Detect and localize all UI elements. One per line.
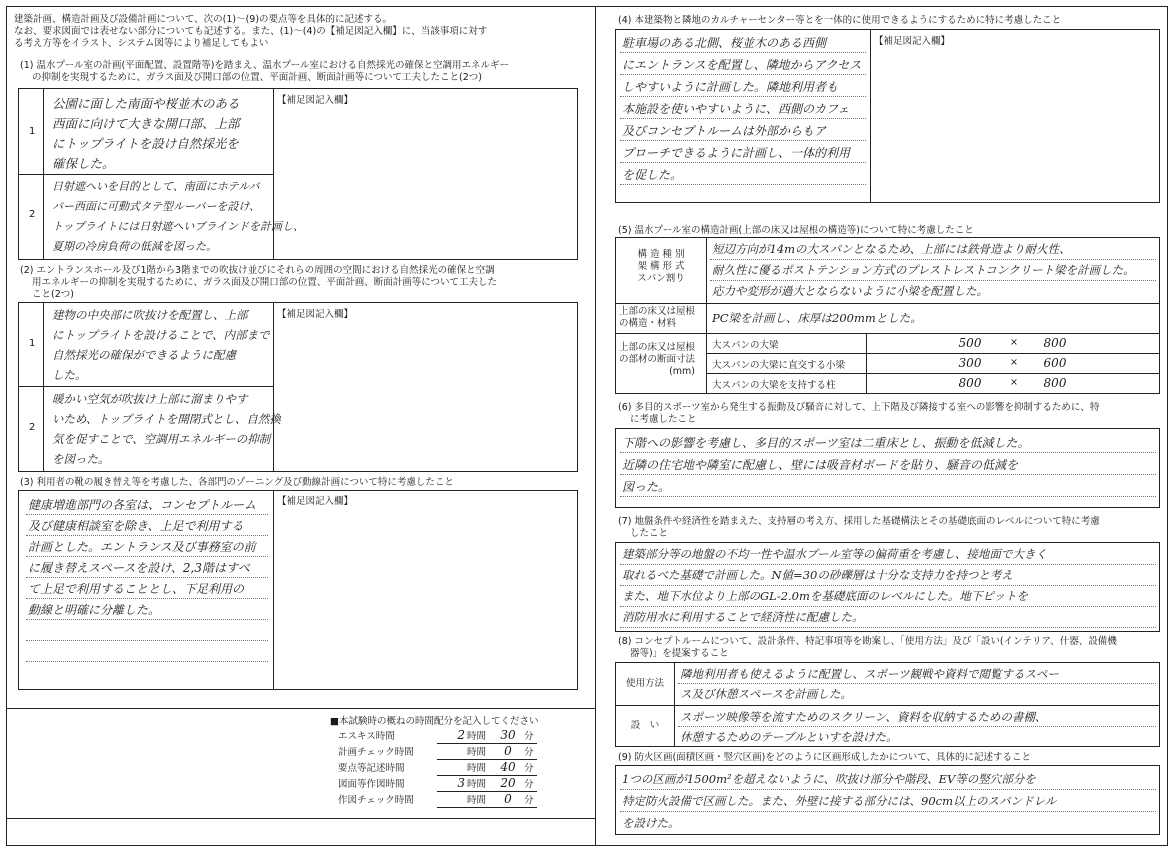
q1-item-1-number: 1 — [29, 126, 36, 137]
q3-line-5: て上足で利用することとし、下足利用の — [28, 582, 245, 596]
header-line-2: なお、要求図面では表せない部分についても記述する。また、(1)～(4)の【補足図記入欄】に、当該事項に対す — [14, 26, 488, 37]
q4-line-7: を促した。 — [622, 168, 683, 182]
q1-prompt-line-1: (1) 温水プール室の計画(平面配置、設置階等)を踏まえ、温水プール室における自然採光の確保と空調用エネルギー — [20, 60, 510, 71]
time-row-underline — [437, 807, 537, 808]
time-row-hour-unit: 時間 — [467, 763, 487, 774]
time-row-minutes: 0 — [504, 792, 512, 806]
q3-line-2: 及び健康相談室を除き、上足で利用する — [28, 519, 244, 533]
q4-rule — [620, 162, 866, 163]
q5-member-name: 大スパンの大梁に直交する小梁 — [712, 360, 846, 371]
time-row-hours: 3 — [457, 776, 465, 790]
q7-rule — [620, 606, 1156, 607]
q6-line-1: 下階への影響を考慮し、多目的スポーツ室は二重床とし、振動を低減した。 — [622, 436, 1030, 450]
q3-rule — [26, 661, 268, 662]
q3-prompt: (3) 利用者の靴の履き替え等を考慮した、各部門のゾーニング及び動線計画について特に考慮したこと — [20, 477, 454, 488]
q5-row2-label-2: の構造・材料 — [619, 318, 677, 329]
q5-row2-text: PC梁を計画し、床厚は200mmとした。 — [712, 311, 922, 325]
q6-rule — [620, 496, 1156, 497]
q4-rule — [620, 74, 866, 75]
q2-item-2-line-3: 気を促すことで、空調用エネルギーの抑制 — [52, 432, 271, 446]
q5-row1-line-3: 応力や変形が過大とならないように小梁を配置した。 — [712, 284, 988, 298]
header-line-3: る考え方等をイラスト、システム図等により補足してもよい — [14, 38, 269, 49]
time-row-minute-unit: 分 — [524, 795, 534, 806]
time-row-minutes: 40 — [500, 760, 516, 774]
time-row-hour-unit: 時間 — [467, 795, 487, 806]
q8-prompt-line-2: 器等)」を提案すること — [630, 648, 729, 659]
q5-member-value-b: 800 — [1043, 376, 1067, 390]
time-row-hour-unit: 時間 — [467, 779, 487, 790]
q5-member-name: 大スパンの大梁 — [712, 340, 779, 351]
q2-supplement-label: 【補足図記入欄】 — [277, 309, 354, 320]
q9-line-1: 1つの区画が1500m²を超えないように、吹抜け部分や階段、EV等の竪穴部分を — [622, 772, 1036, 786]
time-row-minutes: 20 — [500, 776, 516, 790]
q3-line-4: に履き替えスペースを設け、2,3階はすべ — [28, 561, 250, 575]
q1-item-2-line-2: バー西面に可動式タテ型ルーバーを設け、 — [52, 200, 261, 213]
q3-rule — [26, 598, 268, 599]
q3-rule — [26, 577, 268, 578]
q5-member-value-b: 800 — [1043, 336, 1067, 350]
q7-rule — [620, 627, 1156, 628]
q4-rule — [620, 52, 866, 53]
time-row-label: 要点等記述時間 — [338, 763, 405, 774]
bottom-section-divider — [6, 818, 596, 819]
q7-line-3: また、地下水位より上部のGL-2.0mを基礎底面のレベルにした。地下ピットを — [622, 589, 1028, 603]
q9-rule — [620, 789, 1156, 790]
q3-rule — [26, 514, 268, 515]
q8-setup-line-2: 休憩するためのテーブルといすを設けた。 — [680, 730, 898, 744]
q9-prompt: (9) 防火区画(面積区画・竪穴区画)をどのように区画形成したかについて、具体的に記述すること — [618, 752, 1032, 763]
q5-member-value-a: 500 — [958, 336, 982, 350]
q5-member-value-a: 300 — [958, 356, 982, 370]
time-row-label: 図面等作図時間 — [338, 779, 405, 790]
time-row-label: 作図チェック時間 — [338, 795, 414, 806]
time-row-label: エスキス時間 — [338, 731, 395, 742]
time-row-minute-unit: 分 — [524, 747, 534, 758]
q5-row1-line-1: 短辺方向が14mの大スパンとなるため、上部には鉄骨造より耐火性、 — [712, 242, 1071, 256]
q2-prompt-line-1: (2) エントランスホール及び1階から3階までの吹抜け並びにそれらの周囲の空間における自然採光の確保と空調 — [20, 265, 495, 276]
q2-item-1-number: 1 — [29, 338, 36, 349]
q8-prompt-line-1: (8) コンセプトルームについて、設計条件、特記事項等を勘案し、「使用方法」及び「設い(インテリア、什器、設備機 — [618, 636, 1117, 647]
bottom-section-divider — [6, 708, 596, 709]
q4-supplement-divider — [870, 29, 871, 203]
column-divider — [595, 6, 596, 846]
q5-row3-label-3: (mm) — [669, 366, 695, 377]
q5-row1-label-1: 構 造 種 別 — [637, 249, 685, 260]
q1-prompt-line-2: の抑制を実現するために、ガラス面及び開口部の位置、平面計画、断面計画等について工夫したこと(2つ) — [32, 72, 482, 83]
q5-row-divider — [615, 303, 1160, 304]
q5-member-name: 大スパンの大梁を支持する柱 — [712, 380, 836, 391]
q8-rule — [678, 683, 1156, 684]
time-row-minute-unit: 分 — [524, 763, 534, 774]
q4-line-1: 駐車場のある北側、桜並木のある西側 — [622, 36, 827, 50]
q2-number-column — [18, 302, 44, 472]
q2-item-2-line-4: を図った。 — [52, 452, 110, 466]
q3-rule — [26, 556, 268, 557]
q5-member-divider — [706, 353, 1160, 354]
q7-prompt-line-1: (7) 地盤条件や経済性を踏まえた、支持層の考え方、採用した基礎構法とその基礎底面のレベルについて特に考慮 — [618, 516, 1100, 527]
q9-line-2: 特定防火設備で区画した。また、外壁に接する部分には、90cm以上のスパンドレル — [622, 794, 1057, 808]
q4-rule — [620, 184, 866, 185]
time-row-underline — [437, 743, 537, 744]
q2-item-1-line-3: 自然採光の確保ができるように配慮 — [52, 348, 236, 362]
time-row-hour-unit: 時間 — [467, 747, 487, 758]
q6-rule — [620, 452, 1156, 453]
q1-item-1-line-4: 確保した。 — [52, 156, 115, 171]
q2-item-2-line-2: いため、トップライトを開閉式とし、自然換 — [52, 412, 281, 426]
q2-supplement-divider — [273, 302, 274, 472]
q7-line-2: 取れるべた基礎で計画した。N値=30の砂礫層は十分な支持力を持つと考え — [622, 568, 1013, 582]
q3-supplement-divider — [273, 490, 274, 690]
q4-line-6: プローチできるように計画し、一体的利用 — [622, 146, 851, 160]
time-row-hour-unit: 時間 — [467, 731, 487, 742]
q1-item-1-line-1: 公園に面した南面や桜並木のある — [52, 96, 240, 111]
q6-rule — [620, 474, 1156, 475]
q6-prompt-line-2: に考慮したこと — [630, 414, 697, 425]
q8-setup-label: 設 い — [630, 720, 660, 731]
q2-item-2-number: 2 — [29, 422, 36, 433]
q1-item-divider — [18, 174, 274, 175]
q6-prompt-line-1: (6) 多目的スポーツ室から発生する振動及び騒音に対して、上下階及び隣接する室への影響を抑制するために、特 — [618, 402, 1100, 413]
q4-line-4: 本施設を使いやすいように、西側のカフェ — [622, 102, 850, 116]
q7-prompt-line-2: したこと — [630, 528, 669, 539]
time-row-label: 計画チェック時間 — [338, 747, 414, 758]
q3-rule — [26, 640, 268, 641]
q8-use-line-1: 隣地利用者も使えるように配置し、スポーツ観戦や資料で閲覧するスペー — [680, 667, 1060, 681]
q3-rule — [26, 619, 268, 620]
q1-item-2-number: 2 — [29, 209, 36, 220]
q5-times-sign: × — [1010, 337, 1018, 348]
q5-rule — [710, 259, 1156, 260]
q5-row2-label-1: 上部の床又は屋根 — [619, 306, 696, 317]
q4-supplement-label: 【補足図記入欄】 — [874, 36, 951, 47]
q5-row-divider — [615, 333, 1160, 334]
q1-item-2-line-1: 日射遮へいを目的として、南面にホテルバ — [52, 180, 260, 193]
q5-prompt: (5) 温水プール室の構造計画(上部の床又は屋根の構造等)について特に考慮したこと — [618, 225, 974, 236]
q5-row1-label-3: スパン割り — [637, 273, 685, 284]
time-row-underline — [437, 759, 537, 760]
q2-prompt-line-3: こと(2つ) — [32, 289, 74, 300]
q5-member-divider — [706, 373, 1160, 374]
q4-rule — [620, 118, 866, 119]
q4-line-5: 及びコンセプトルームは外部からもア — [622, 124, 827, 138]
q2-item-1-line-4: した。 — [52, 368, 87, 382]
q4-rule — [620, 140, 866, 141]
q5-label-divider — [706, 237, 707, 394]
time-row-hours: 2 — [457, 728, 465, 742]
time-row-minute-unit: 分 — [524, 779, 534, 790]
q5-row1-label-2: 架 構 形 式 — [637, 261, 685, 272]
header-line-1: 建築計画、構造計画及び設備計画について、次の(1)～(9)の要点等を具体的に記述する。 — [14, 14, 393, 25]
q5-times-sign: × — [1010, 357, 1018, 368]
q5-row3-label-1: 上部の床又は屋根 — [619, 342, 696, 353]
q8-use-label: 使用方法 — [625, 678, 664, 689]
q7-rule — [620, 585, 1156, 586]
time-row-minutes: 0 — [504, 744, 512, 758]
q5-member-divider-v — [866, 333, 867, 394]
time-row-underline — [437, 791, 537, 792]
q5-rule — [710, 280, 1156, 281]
q7-line-4: 消防用水に利用することで経済性に配慮した。 — [622, 610, 864, 624]
q6-line-3: 図った。 — [622, 480, 671, 494]
q4-rule — [620, 96, 866, 97]
q5-member-value-b: 600 — [1043, 356, 1067, 370]
q9-line-3: を設けた。 — [622, 816, 680, 830]
q9-rule — [620, 811, 1156, 812]
q1-item-1-line-2: 西面に向けて大きな開口部、上部 — [52, 116, 240, 131]
q3-line-3: 計画とした。エントランス及び事務室の前 — [28, 540, 256, 554]
time-row-minute-unit: 分 — [524, 731, 534, 742]
q1-item-2-line-3: トップライトには日射遮へいブラインドを計画し、 — [52, 220, 305, 233]
q3-supplement-label: 【補足図記入欄】 — [277, 496, 354, 507]
time-row-minutes: 30 — [500, 728, 516, 742]
q8-row-divider — [615, 705, 1160, 706]
q7-line-1: 建築部分等の地盤の不均一性や温水プール室等の偏荷重を考慮し、接地面で大きく — [622, 547, 1047, 561]
q4-prompt: (4) 本建築物と隣地のカルチャーセンター等とを一体的に使用できるようにするために特に考慮したこと — [618, 15, 1062, 26]
q1-item-2-line-4: 夏期の冷房負荷の低減を図った。 — [52, 240, 217, 253]
q7-rule — [620, 564, 1156, 565]
q2-item-divider — [18, 386, 274, 387]
q8-setup-line-1: スポーツ映像等を流すためのスクリーン、資料を収納するための書棚、 — [680, 710, 1047, 724]
q3-rule — [26, 535, 268, 536]
q2-item-1-line-2: にトップライトを設けることで、内部まで — [52, 328, 270, 342]
q2-item-2-line-1: 暖かい空気が吹抜け上部に溜まりやす — [52, 392, 248, 406]
q5-times-sign: × — [1010, 377, 1018, 388]
q4-line-2: にエントランスを配置し、隣地からアクセス — [622, 58, 862, 72]
q1-supplement-label: 【補足図記入欄】 — [277, 95, 354, 106]
q5-row3-label-2: の部材の断面寸法 — [619, 354, 696, 365]
q3-line-1: 健康増進部門の各室は、コンセプトルーム — [28, 498, 257, 512]
q1-item-1-line-3: にトップライトを設け自然採光を — [52, 136, 239, 151]
q2-prompt-line-2: 用エネルギーの抑制を実現するために、ガラス面及び開口部の位置、平面計画、断面計画等について工夫した — [32, 277, 498, 288]
q4-line-3: しやすいように計画した。隣地利用者も — [622, 80, 839, 94]
q2-item-1-line-1: 建物の中央部に吹抜けを配置し、上部 — [52, 308, 248, 322]
time-table-title: ■本試験時の概ねの時間配分を記入してください — [330, 716, 539, 727]
q8-rule — [678, 726, 1156, 727]
q8-use-line-2: ス及び休憩スペースを計画した。 — [680, 687, 852, 701]
q3-line-6: 動線と明確に分離した。 — [28, 603, 161, 617]
q5-row1-line-2: 耐久性に優るポストテンション方式のプレストレストコンクリート梁を計画した。 — [712, 263, 1135, 277]
q5-member-value-a: 800 — [958, 376, 982, 390]
q6-line-2: 近隣の住宅地や隣室に配慮し、壁には吸音材ボードを貼り、騒音の低減を — [622, 458, 1019, 472]
